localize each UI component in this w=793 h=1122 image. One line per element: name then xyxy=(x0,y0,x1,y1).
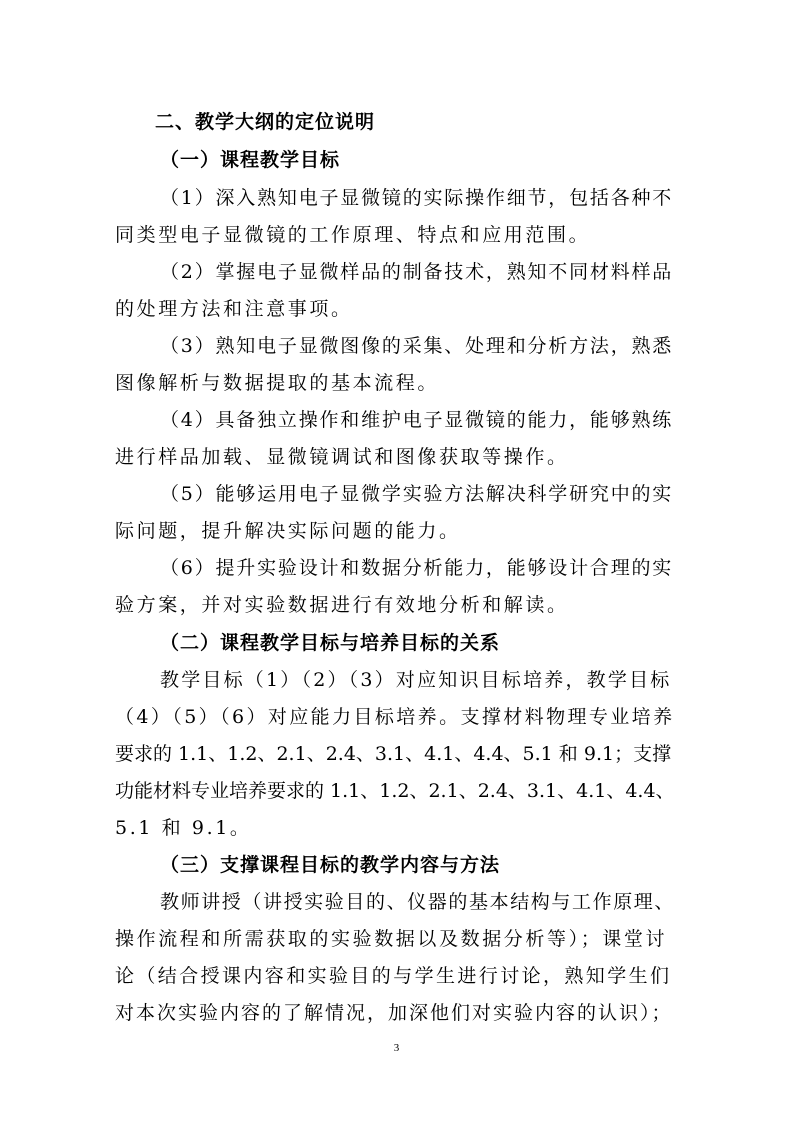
goal-6-line-1: （6）提升实验设计和数据分析能力，能够设计合理的实 xyxy=(160,557,674,579)
method-line-4: 对本次实验内容的了解情况，加深他们对实验内容的认识）； xyxy=(115,1002,673,1024)
subsection-title-course-goals: （一）课程教学目标 xyxy=(160,149,341,171)
goal-5-line-1: （5）能够运用电子显微学实验方法解决科学研究中的实 xyxy=(160,483,674,505)
goal-6-line-2: 验方案，并对实验数据进行有效地分析和解读。 xyxy=(115,594,569,616)
method-line-1: 教师讲授（讲授实验目的、仪器的基本结构与工作原理、 xyxy=(160,891,676,913)
page-number: 3 xyxy=(393,1042,400,1054)
subsection-title-methods: （三）支撑课程目标的教学内容与方法 xyxy=(160,854,501,876)
goal-4-line-2: 进行样品加载、显微镜调试和图像获取等操作。 xyxy=(115,446,569,468)
goal-1-line-2: 同类型电子显微镜的工作原理、特点和应用范围。 xyxy=(115,224,591,246)
goal-1-line-1: （1）深入熟知电子显微镜的实际操作细节，包括各种不 xyxy=(160,187,674,209)
method-line-3: 论（结合授课内容和实验目的与学生进行讨论，熟知学生们 xyxy=(115,965,672,987)
relation-line-2: （4）（5）（6）对应能力目标培养。支撑材料物理专业培养 xyxy=(115,706,675,728)
goal-3-line-2: 图像解析与数据提取的基本流程。 xyxy=(115,372,440,394)
section-title: 二、教学大纲的定位说明 xyxy=(155,111,376,133)
method-line-2: 操作流程和所需获取的实验数据以及数据分析等）；课堂讨 xyxy=(115,928,668,950)
goal-4-line-1: （4）具备独立操作和维护电子显微镜的能力，能够熟练 xyxy=(160,409,674,431)
subsection-title-relation: （二）课程教学目标与培养目标的关系 xyxy=(160,632,501,654)
relation-line-5: 5.1 和 9.1。 xyxy=(115,817,252,839)
relation-line-4: 功能材料专业培养要求的 1.1、1.2、2.1、2.4、3.1、4.1、4.4、 xyxy=(115,780,675,802)
goal-5-line-2: 际问题，提升解决实际问题的能力。 xyxy=(115,520,461,542)
relation-line-1: 教学目标（1）（2）（3）对应知识目标培养，教学目标 xyxy=(160,669,672,691)
goal-2-line-2: 的处理方法和注意事项。 xyxy=(115,298,353,320)
goal-2-line-1: （2）掌握电子显微样品的制备技术，熟知不同材料样品 xyxy=(160,261,674,283)
goal-3-line-1: （3）熟知电子显微图像的采集、处理和分析方法，熟悉 xyxy=(160,335,674,357)
relation-line-3: 要求的 1.1、1.2、2.1、2.4、3.1、4.1、4.4、5.1 和 9.1；支撑 xyxy=(115,743,672,765)
